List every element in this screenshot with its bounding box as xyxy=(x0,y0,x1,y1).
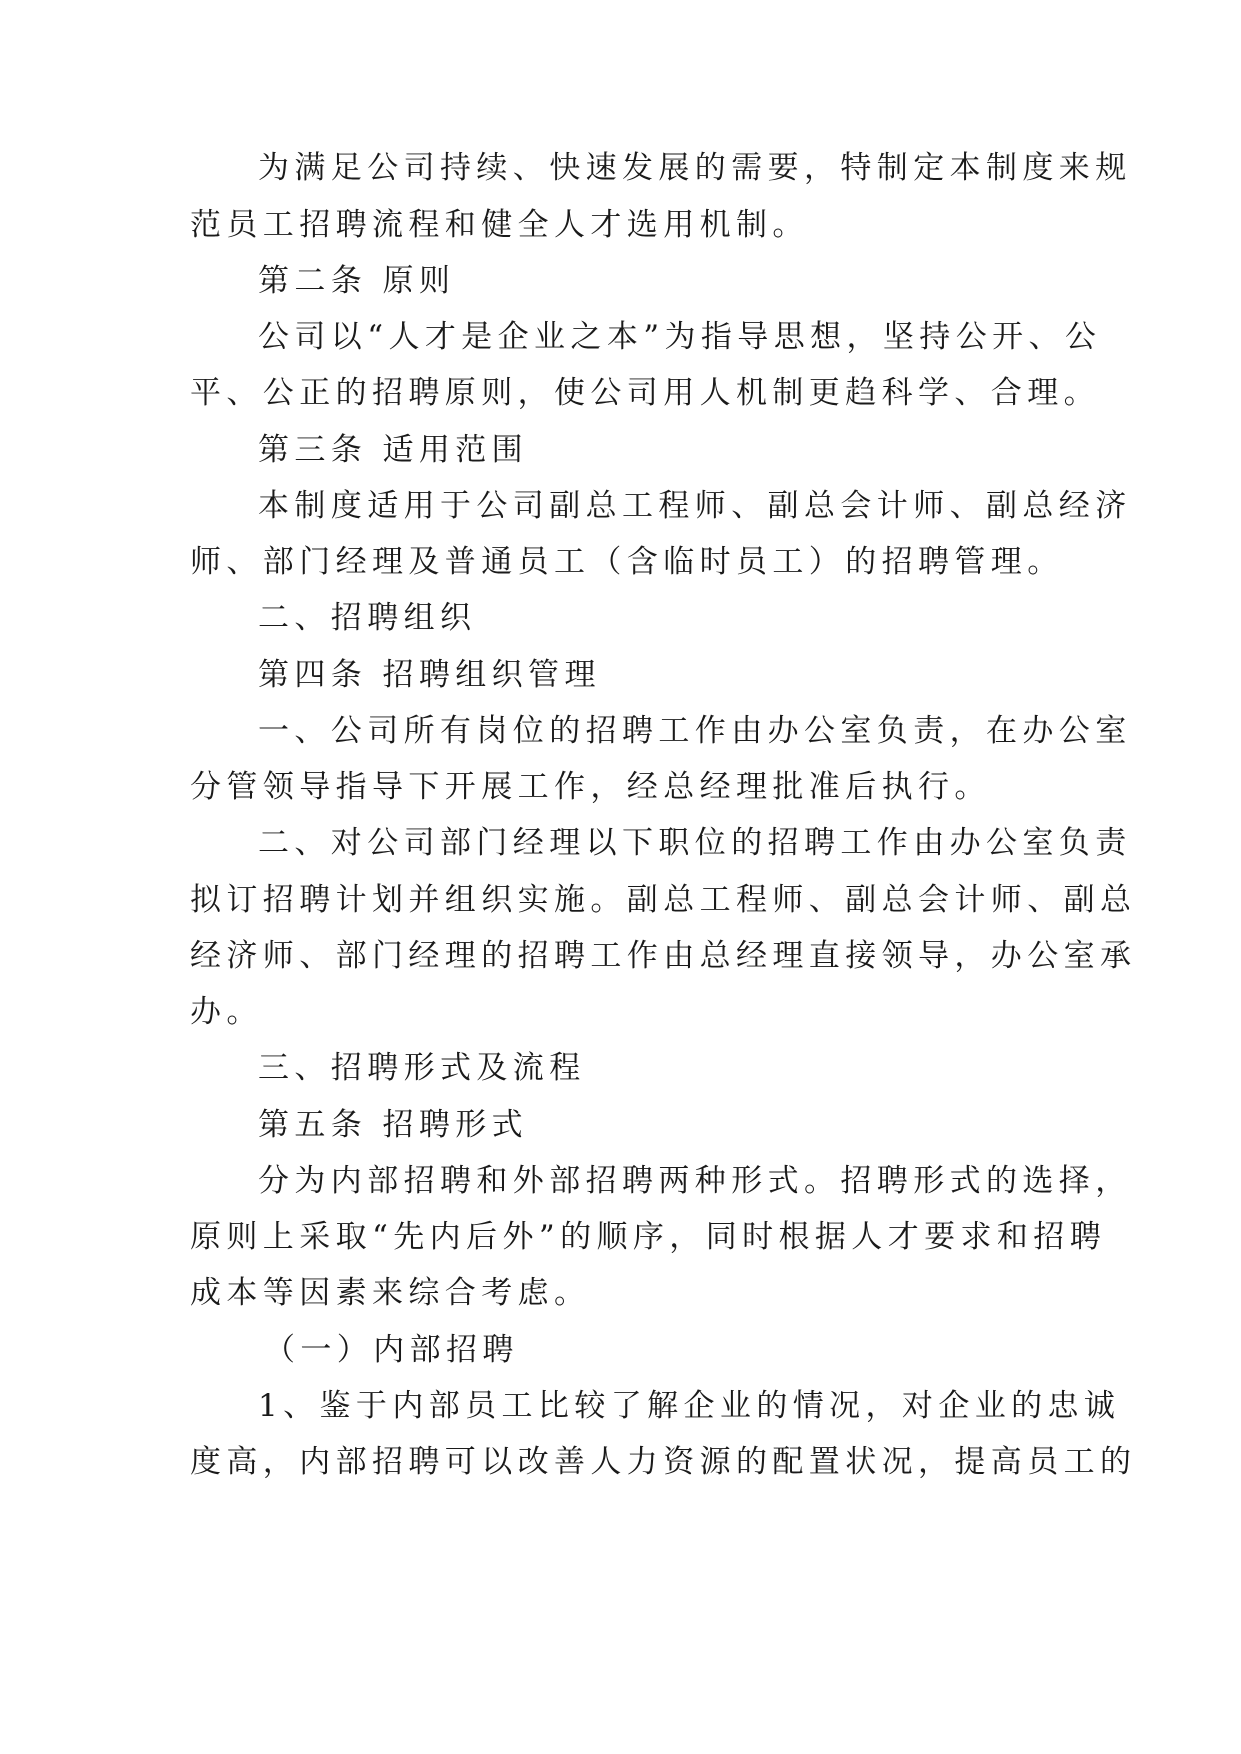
paragraph-internal-1-line-2: 度高，内部招聘可以改善人力资源的配置状况，提高员工的 xyxy=(190,1444,1137,1480)
paragraph-org-1-line-1: 一、公司所有岗位的招聘工作由办公室负责，在办公室 xyxy=(258,713,1132,749)
paragraph-org-2-line-1: 二、对公司部门经理以下职位的招聘工作由办公室负责 xyxy=(258,825,1132,861)
paragraph-org-2-line-3: 经济师、部门经理的招聘工作由总经理直接领导，办公室承 xyxy=(190,938,1137,974)
heading-article-3: 第三条 适用范围 xyxy=(258,432,529,468)
paragraph-principle-line-1: 公司以“人才是企业之本”为指导思想，坚持公开、公 xyxy=(258,319,1102,355)
section-heading-3: 三、招聘形式及流程 xyxy=(258,1050,586,1086)
paragraph-forms-line-1: 分为内部招聘和外部招聘两种形式。招聘形式的选择， xyxy=(258,1163,1132,1199)
heading-article-5: 第五条 招聘形式 xyxy=(258,1107,529,1143)
paragraph-purpose-line-2: 范员工招聘流程和健全人才选用机制。 xyxy=(190,207,809,243)
paragraph-scope-line-1: 本制度适用于公司副总工程师、副总会计师、副总经济 xyxy=(258,488,1132,524)
paragraph-principle-line-2: 平、公正的招聘原则，使公司用人机制更趋科学、合理。 xyxy=(190,375,1100,411)
heading-article-4: 第四条 招聘组织管理 xyxy=(258,657,601,693)
paragraph-org-1-line-2: 分管领导指导下开展工作，经总经理批准后执行。 xyxy=(190,769,991,805)
subheading-internal-recruitment: （一）内部招聘 xyxy=(264,1332,519,1368)
paragraph-forms-line-3: 成本等因素来综合考虑。 xyxy=(190,1275,591,1311)
paragraph-forms-line-2: 原则上采取“先内后外”的顺序，同时根据人才要求和招聘 xyxy=(190,1219,1107,1255)
section-heading-2: 二、招聘组织 xyxy=(258,600,477,636)
paragraph-scope-line-2: 师、部门经理及普通员工（含临时员工）的招聘管理。 xyxy=(190,544,1064,580)
heading-article-2: 第二条 原则 xyxy=(258,263,456,299)
paragraph-internal-1-line-1: 1、鉴于内部员工比较了解企业的情况，对企业的忠诚 xyxy=(258,1388,1121,1424)
paragraph-org-2-line-2: 拟订招聘计划并组织实施。副总工程师、副总会计师、副总 xyxy=(190,882,1137,918)
paragraph-org-2-line-4: 办。 xyxy=(190,994,263,1030)
paragraph-purpose-line-1: 为满足公司持续、快速发展的需要，特制定本制度来规 xyxy=(258,150,1132,186)
